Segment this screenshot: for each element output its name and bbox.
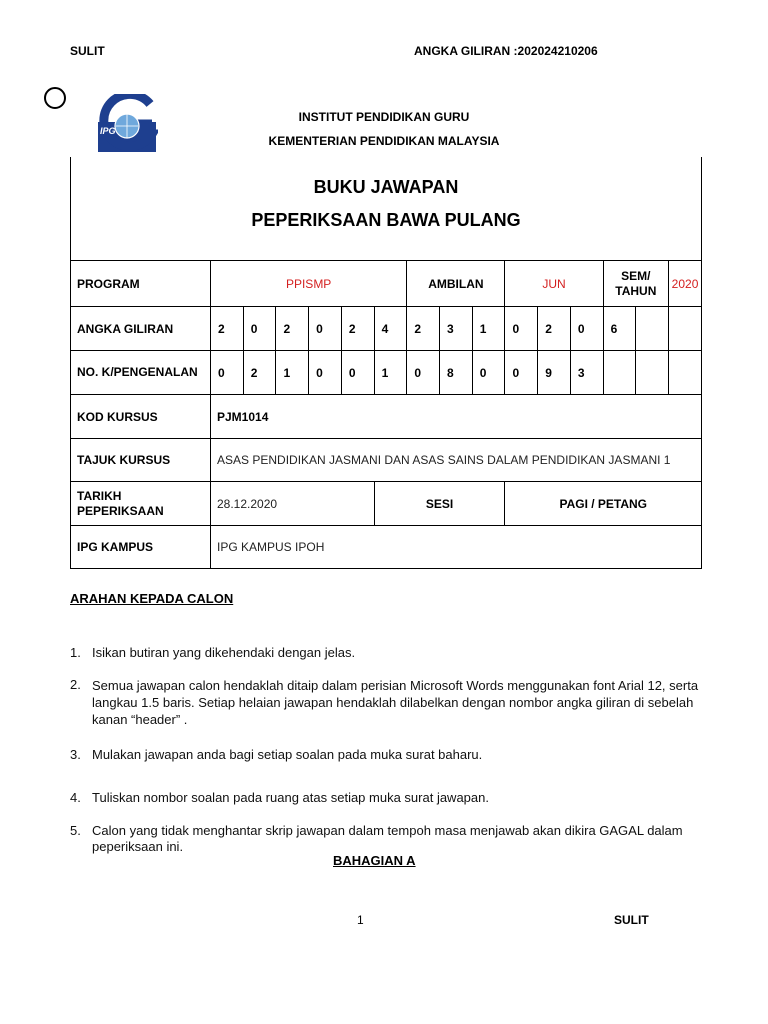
instructions-heading: ARAHAN KEPADA CALON <box>70 591 234 606</box>
angka-digit: 6 <box>603 307 636 351</box>
tajuk-kursus-value: ASAS PENDIDIKAN JASMANI DAN ASAS SAINS DALAM PENDIDIKAN JASMANI 1 <box>211 439 702 482</box>
kod-kursus-value: PJM1014 <box>211 395 702 439</box>
instruction-number: 4. <box>70 790 81 805</box>
instruction-number: 5. <box>70 823 81 838</box>
instruction-text: Semua jawapan calon hendaklah ditaip dalam perisian Microsoft Words menggunakan font Arial 12, serta langkau 1.5 baris. Setiap helaian jawapan hendaklah dilabelkan dengan nombor angka giliran di sebelah kanan “header” . <box>92 678 699 727</box>
angka-digit: 2 <box>276 307 309 351</box>
instruction-item-3 <box>70 747 710 763</box>
kod-kursus-label: KOD KURSUS <box>71 395 211 439</box>
angka-giliran-label: ANGKA GILIRAN <box>71 307 211 351</box>
angka-digit: 2 <box>341 307 374 351</box>
instruction-item-1 <box>70 645 710 661</box>
row-ipg-kampus <box>71 526 702 569</box>
footer-right: SULIT <box>614 913 649 927</box>
tarikh-value: 28.12.2020 <box>211 482 375 526</box>
program-value: PPISMP <box>211 261 407 307</box>
ic-digit: 0 <box>472 351 505 395</box>
circle-mark <box>44 87 66 109</box>
ic-digit: 2 <box>243 351 276 395</box>
row-program <box>71 261 702 307</box>
angka-digit: 3 <box>440 307 473 351</box>
row-angka-giliran <box>71 307 702 351</box>
row-kod-kursus <box>71 395 702 439</box>
angka-digit: 4 <box>374 307 407 351</box>
sesi-value: PAGI / PETANG <box>505 482 702 526</box>
institution-line2: KEMENTERIAN PENDIDIKAN MALAYSIA <box>268 134 500 148</box>
ic-digit: 9 <box>538 351 571 395</box>
row-ic <box>71 351 702 395</box>
tajuk-kursus-label: TAJUK KURSUS <box>71 439 211 482</box>
section-heading: BAHAGIAN A <box>333 853 416 868</box>
angka-digit: 0 <box>243 307 276 351</box>
candidate-info-table <box>70 260 702 569</box>
ic-digit <box>636 351 669 395</box>
ic-digit: 0 <box>505 351 538 395</box>
page-number: 1 <box>357 913 364 927</box>
ambilan-value: JUN <box>505 261 603 307</box>
ic-label: NO. K/PENGENALAN <box>71 351 211 395</box>
angka-digit: 2 <box>538 307 571 351</box>
instruction-text: Mulakan jawapan anda bagi setiap soalan pada muka surat baharu. <box>92 747 483 762</box>
ic-digit <box>603 351 636 395</box>
ic-digit: 0 <box>341 351 374 395</box>
row-tarikh <box>71 482 702 526</box>
semtahun-value: 2020 <box>669 261 702 307</box>
angka-digit: 0 <box>570 307 603 351</box>
sesi-label: SESI <box>374 482 505 526</box>
ic-digit: 3 <box>570 351 603 395</box>
angka-digit: 0 <box>505 307 538 351</box>
ic-digit <box>669 351 702 395</box>
ic-digit: 1 <box>276 351 309 395</box>
program-label: PROGRAM <box>71 261 211 307</box>
angka-digit: 2 <box>407 307 440 351</box>
instruction-number: 3. <box>70 747 81 762</box>
ic-digit: 0 <box>309 351 342 395</box>
instruction-item-5 <box>70 823 700 855</box>
ic-digit: 0 <box>407 351 440 395</box>
logo-text: IPG <box>100 126 116 136</box>
instruction-number: 2. <box>70 677 81 692</box>
ic-digit: 0 <box>211 351 244 395</box>
row-tajuk-kursus <box>71 439 702 482</box>
institution-line1: INSTITUT PENDIDIKAN GURU <box>298 110 470 124</box>
instruction-number: 1. <box>70 645 81 660</box>
angka-digit <box>669 307 702 351</box>
angka-digit: 0 <box>309 307 342 351</box>
form-title-line2: PEPERIKSAAN BAWA PULANG <box>251 210 521 230</box>
ic-digit: 8 <box>440 351 473 395</box>
header-right: ANGKA GILIRAN :202024210206 <box>414 44 598 58</box>
instruction-text: Tuliskan nombor soalan pada ruang atas setiap muka surat jawapan. <box>92 790 489 805</box>
semtahun-label: SEM/ TAHUN <box>603 261 668 307</box>
header-left: SULIT <box>70 44 105 58</box>
instruction-text: Calon yang tidak menghantar skrip jawapan dalam tempoh masa menjawab akan dikira GAGAL dalam peperiksaan ini. <box>92 823 683 854</box>
angka-digit: 2 <box>211 307 244 351</box>
ipg-kampus-value: IPG KAMPUS IPOH <box>211 526 702 569</box>
angka-digit: 1 <box>472 307 505 351</box>
ipg-kampus-label: IPG KAMPUS <box>71 526 211 569</box>
ic-digit: 1 <box>374 351 407 395</box>
form-title-line1: BUKU JAWAPAN <box>313 177 459 197</box>
ambilan-label: AMBILAN <box>407 261 505 307</box>
angka-digit <box>636 307 669 351</box>
instruction-item-4 <box>70 790 710 806</box>
tarikh-label: TARIKH PEPERIKSAAN <box>71 482 211 526</box>
instruction-item-2 <box>70 677 700 728</box>
instruction-text: Isikan butiran yang dikehendaki dengan jelas. <box>92 645 356 660</box>
